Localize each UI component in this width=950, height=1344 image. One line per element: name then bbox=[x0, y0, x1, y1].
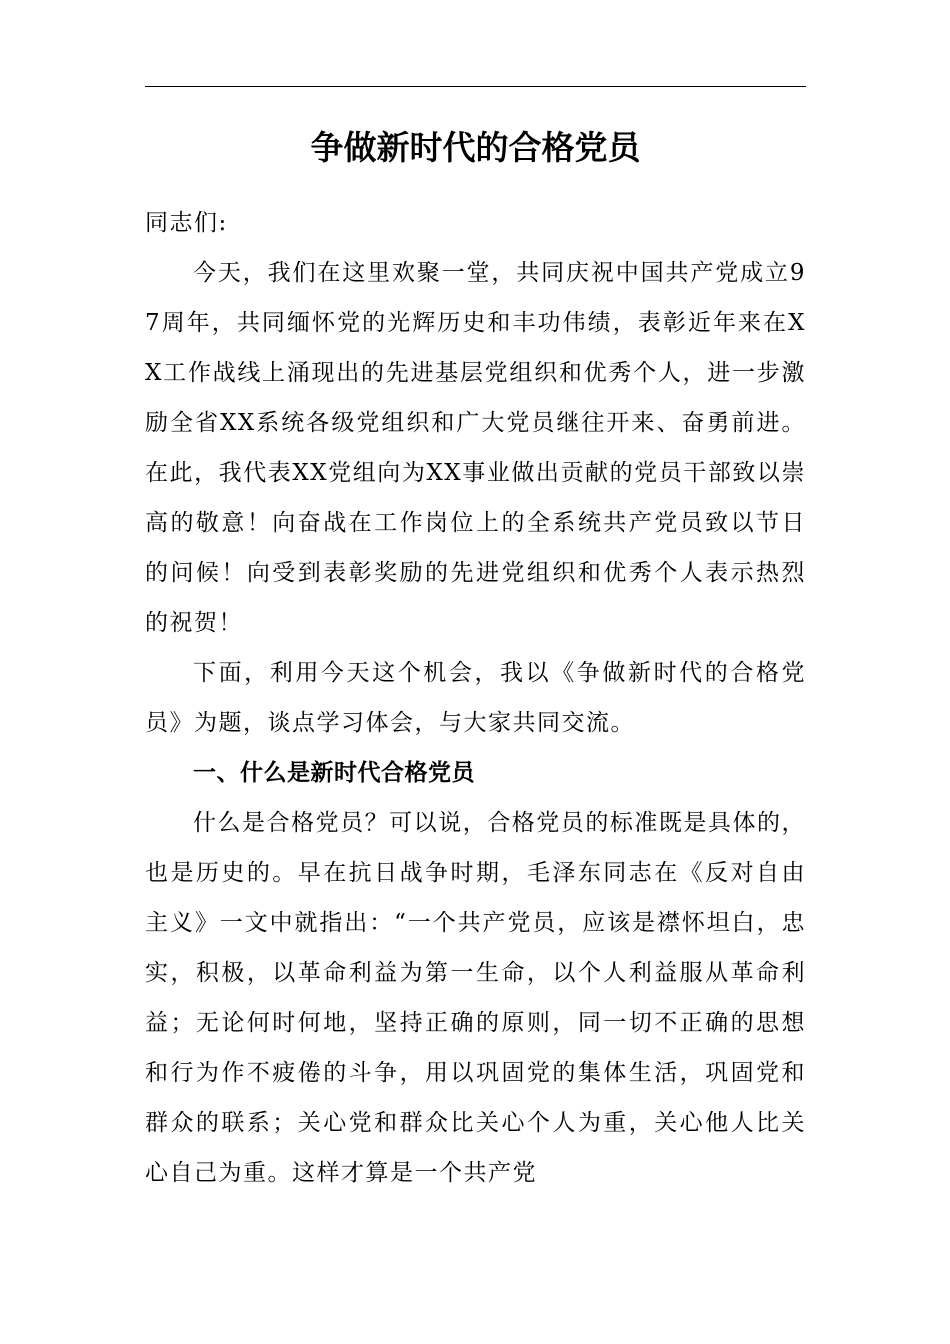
paragraph-opening: 今天，我们在这里欢聚一堂，共同庆祝中国共产党成立97周年，共同缅怀党的光辉历史和丰功伟绩，表彰近年来在XX工作战线上涌现出的先进基层党组织和优秀个人，进一步激励全省XX系统各级党组织和广大党员继往开来、奋勇前进。在此，我代表XX党组向为XX事业做出贡献的党员干部致以崇高的敬意！向奋战在工作岗位上的全系统共产党员致以节日的问候！向受到表彰奖励的先进党组织和优秀个人表示热烈的祝贺！ bbox=[145, 260, 806, 636]
section-heading: 一、什么是新时代合格党员 bbox=[193, 760, 475, 786]
document-title: 争做新时代的合格党员 bbox=[310, 128, 641, 167]
document-body bbox=[145, 198, 806, 1198]
salutation: 同志们: bbox=[145, 210, 228, 236]
header-rule bbox=[145, 86, 806, 87]
paragraph-section-one: 什么是合格党员？可以说，合格党员的标准既是具体的，也是历史的。早在抗日战争时期，毛泽东同志在《反对自由主义》一文中就指出：“一个共产党员，应该是襟怀坦白，忠实，积极，以革命利益为第一生命，以个人利益服从革命利益；无论何时何地，坚持正确的原则，同一切不正确的思想和行为作不疲倦的斗争，用以巩固党的集体生活，巩固党和群众的联系；关心党和群众比关心个人为重，关心他人比关心自己为重。这样才算是一个共产党 bbox=[145, 810, 806, 1186]
paragraph-intro: 下面，利用今天这个机会，我以《争做新时代的合格党员》为题，谈点学习体会，与大家共同交流。 bbox=[145, 660, 806, 736]
